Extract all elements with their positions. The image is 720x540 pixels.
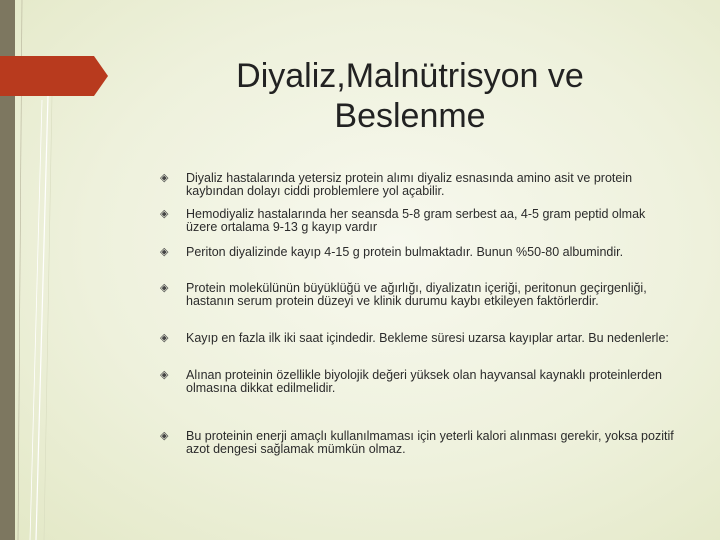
title-line-1: Diyaliz,Malnütrisyon ve (236, 57, 584, 95)
diamond-arrow-bullet-icon: ◈ (160, 430, 169, 442)
diamond-arrow-bullet-icon: ◈ (160, 246, 169, 258)
diamond-arrow-bullet-icon: ◈ (160, 282, 169, 294)
bullet-text: Protein molekülünün büyüklüğü ve ağırlığı, diyalizatın içeriği, peritonun geçirgenliği, hastanın serum protein düzeyi ve klinik durumu kaybı etkileyen faktörlerdir. (186, 281, 647, 308)
diamond-arrow-bullet-icon: ◈ (160, 172, 169, 184)
diamond-arrow-bullet-icon: ◈ (160, 332, 169, 344)
diamond-arrow-bullet-icon: ◈ (160, 208, 169, 220)
slide-title (150, 56, 670, 136)
bullet-text: Alınan proteinin özellikle biyolojik değeri yüksek olan hayvansal kaynaklı proteinlerden olmasına dikkat edilmelidir. (186, 368, 662, 395)
diamond-arrow-bullet-icon: ◈ (160, 369, 169, 381)
bullet-text: Hemodiyaliz hastalarında her seansda 5-8 gram serbest aa, 4-5 gram peptid olmak üzere ortalama 9-13 g kayıp vardır (186, 207, 646, 234)
title-line-2: Beslenme (334, 97, 486, 135)
bullet-text: Periton diyalizinde kayıp 4-15 g protein bulmaktadır. Bunun %50-80 albumindir. (186, 245, 624, 259)
bullet-text: Bu proteinin enerji amaçlı kullanılmaması için yeterli kalori alınması gerekir, yoksa pozitif azot dengesi sağlamak mümkün olmaz. (186, 429, 674, 456)
bullet-text: Diyaliz hastalarında yetersiz protein alımı diyaliz esnasında amino asit ve protein kaybından dolayı ciddi problemlere yol açabilir. (186, 171, 633, 198)
title-accent-tab (0, 56, 108, 96)
bullet-text: Kayıp en fazla ilk iki saat içindedir. Bekleme süresi uzarsa kayıplar artar. Bu nedenlerle: (186, 331, 669, 345)
